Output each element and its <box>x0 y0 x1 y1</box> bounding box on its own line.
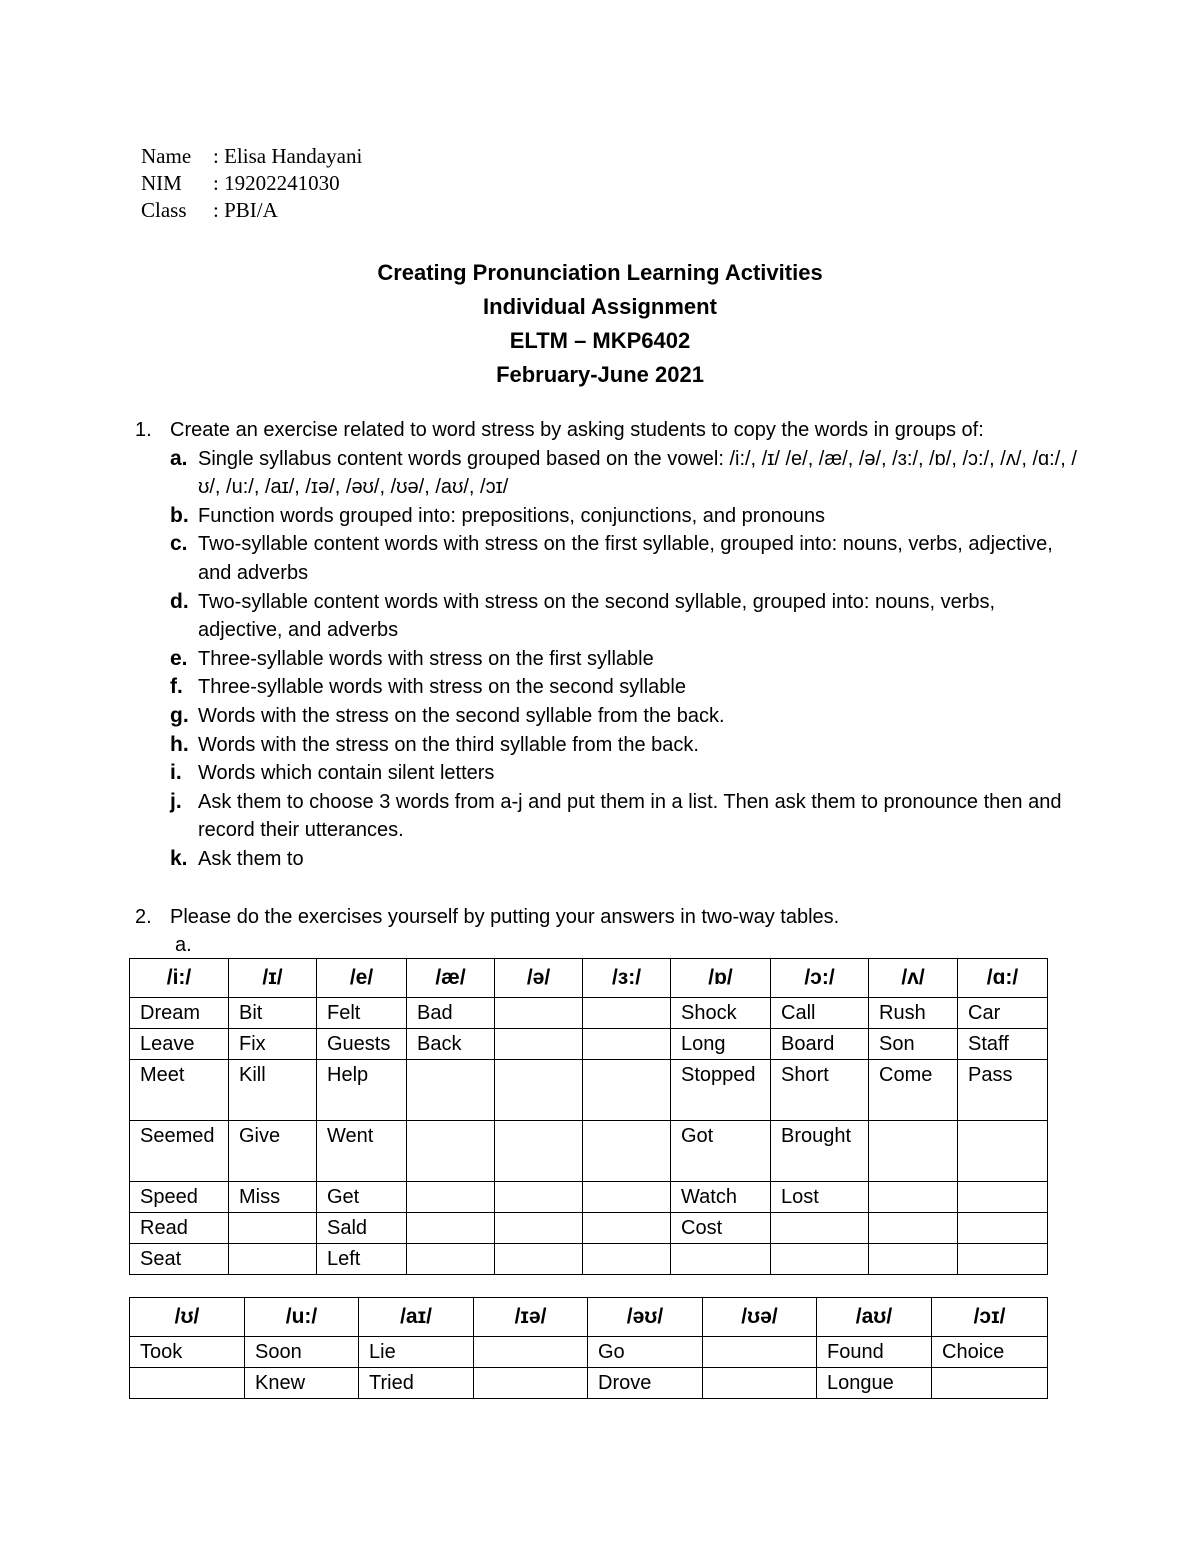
table-cell: Lie <box>359 1337 474 1368</box>
title-line: Creating Pronunciation Learning Activities <box>377 260 823 285</box>
student-info <box>141 143 362 224</box>
table-row <box>130 1029 1048 1060</box>
table-cell <box>703 1337 817 1368</box>
item-letter: d. <box>170 589 189 613</box>
column-header: /ʊ/ <box>130 1298 245 1337</box>
table-cell <box>671 1244 771 1275</box>
table-cell: Stopped <box>671 1060 771 1121</box>
table-cell: Seat <box>130 1244 229 1275</box>
table-cell: Longue <box>817 1368 932 1399</box>
table-cell: Found <box>817 1337 932 1368</box>
table-cell: Get <box>317 1182 407 1213</box>
question-1-item <box>170 702 1085 731</box>
table-cell: Dream <box>130 998 229 1029</box>
table-cell: Went <box>317 1121 407 1182</box>
table-header-row <box>130 1298 1048 1337</box>
table-cell: Come <box>869 1060 958 1121</box>
table-cell <box>932 1368 1048 1399</box>
table-row <box>130 1060 1048 1121</box>
table-cell: Car <box>958 998 1048 1029</box>
table-cell: Back <box>407 1029 495 1060</box>
table-cell <box>583 1121 671 1182</box>
table-cell: Staff <box>958 1029 1048 1060</box>
column-header: /ɒ/ <box>671 959 771 998</box>
nim-value: : 19202241030 <box>213 171 340 195</box>
table-cell: Give <box>229 1121 317 1182</box>
question-1-item <box>170 673 1085 702</box>
table-cell: Cost <box>671 1213 771 1244</box>
table-cell: Read <box>130 1213 229 1244</box>
table-cell: Took <box>130 1337 245 1368</box>
table-cell: Fix <box>229 1029 317 1060</box>
question-number: 1. <box>135 419 152 441</box>
table-cell: Miss <box>229 1182 317 1213</box>
column-header: /ɔɪ/ <box>932 1298 1048 1337</box>
document-title-block <box>0 256 1200 392</box>
column-header: /ɪə/ <box>474 1298 588 1337</box>
item-letter: h. <box>170 732 189 756</box>
item-letter: j. <box>170 789 182 813</box>
table-cell <box>229 1213 317 1244</box>
column-header: /ɑ:/ <box>958 959 1048 998</box>
item-letter: k. <box>170 846 188 870</box>
column-header: /ɜ:/ <box>583 959 671 998</box>
question-1-item <box>170 530 1085 587</box>
table-cell: Watch <box>671 1182 771 1213</box>
nim-row <box>141 170 362 197</box>
table-cell: Meet <box>130 1060 229 1121</box>
name-value: : Elisa Handayani <box>213 144 363 168</box>
item-text: Words with the stress on the third syllable from the back. <box>198 733 699 756</box>
table-cell <box>771 1244 869 1275</box>
item-text: Three-syllable words with stress on the second syllable <box>198 676 686 699</box>
column-header: /ʊə/ <box>703 1298 817 1337</box>
table-cell: Leave <box>130 1029 229 1060</box>
column-header: /ɔ:/ <box>771 959 869 998</box>
table-row <box>130 1182 1048 1213</box>
table-cell: Drove <box>588 1368 703 1399</box>
question-number: 2. <box>135 906 152 928</box>
name-label: Name <box>141 144 192 168</box>
table-cell: Brought <box>771 1121 869 1182</box>
table-cell: Long <box>671 1029 771 1060</box>
table-cell: Sald <box>317 1213 407 1244</box>
sub-label: a. <box>175 934 192 956</box>
question-text: Please do the exercises yourself by putting your answers in two-way tables. <box>170 906 840 928</box>
table-cell <box>869 1182 958 1213</box>
column-header: /ʌ/ <box>869 959 958 998</box>
table-cell: Got <box>671 1121 771 1182</box>
question-1 <box>135 416 1085 874</box>
table-cell: Left <box>317 1244 407 1275</box>
name-row <box>141 143 362 170</box>
table-row <box>130 1337 1048 1368</box>
table-cell <box>583 998 671 1029</box>
question-1-item <box>170 788 1085 845</box>
table-cell: Speed <box>130 1182 229 1213</box>
table-cell: Bit <box>229 998 317 1029</box>
title-line: ELTM – MKP6402 <box>509 328 691 353</box>
table-row <box>130 1244 1048 1275</box>
table-cell <box>583 1182 671 1213</box>
item-text: Function words grouped into: prepositions, conjunctions, and pronouns <box>198 504 826 527</box>
class-value: : PBI/A <box>213 198 278 222</box>
table-cell <box>495 1182 583 1213</box>
item-text: Ask them to <box>198 847 304 870</box>
item-text: Ask them to choose 3 words from a-j and put them in a list. Then ask them to pronounce then and record their utterances. <box>198 790 1062 842</box>
question-1-item <box>170 445 1085 502</box>
nim-label: NIM <box>141 171 182 195</box>
table-cell <box>407 1121 495 1182</box>
table-cell <box>958 1213 1048 1244</box>
item-letter: e. <box>170 646 188 670</box>
column-header: /ɪ/ <box>229 959 317 998</box>
table-cell: Kill <box>229 1060 317 1121</box>
table-cell: Call <box>771 998 869 1029</box>
table-cell: Son <box>869 1029 958 1060</box>
column-header: /æ/ <box>407 959 495 998</box>
class-label: Class <box>141 198 187 222</box>
table-cell: Knew <box>245 1368 359 1399</box>
table-row <box>130 1368 1048 1399</box>
column-header: /aɪ/ <box>359 1298 474 1337</box>
item-letter: g. <box>170 703 189 727</box>
table-cell <box>583 1060 671 1121</box>
table-cell <box>958 1244 1048 1275</box>
item-letter: i. <box>170 761 182 785</box>
question-1-item <box>170 588 1085 645</box>
question-2 <box>135 903 1085 959</box>
table-cell: Pass <box>958 1060 1048 1121</box>
item-text: Two-syllable content words with stress on the first syllable, grouped into: nouns, verbs, adjective, and adverbs <box>198 533 1053 584</box>
table-cell <box>130 1368 245 1399</box>
question-1-item <box>170 645 1085 674</box>
table-cell: Choice <box>932 1337 1048 1368</box>
table-cell: Go <box>588 1337 703 1368</box>
table-row <box>130 1213 1048 1244</box>
table-cell: Bad <box>407 998 495 1029</box>
column-header: /i:/ <box>130 959 229 998</box>
table-cell <box>583 1213 671 1244</box>
item-letter: f. <box>170 675 183 699</box>
item-text: Words which contain silent letters <box>198 762 495 785</box>
table-cell: Tried <box>359 1368 474 1399</box>
table-cell <box>583 1029 671 1060</box>
table-cell <box>495 998 583 1029</box>
table-cell <box>407 1213 495 1244</box>
table-cell <box>229 1244 317 1275</box>
item-letter: a. <box>170 446 188 470</box>
table-cell: Short <box>771 1060 869 1121</box>
table-row <box>130 1121 1048 1182</box>
table-cell <box>869 1121 958 1182</box>
column-header: /aʊ/ <box>817 1298 932 1337</box>
item-letter: c. <box>170 532 188 556</box>
table-cell: Rush <box>869 998 958 1029</box>
table-cell: Help <box>317 1060 407 1121</box>
table-cell: Guests <box>317 1029 407 1060</box>
table-cell <box>703 1368 817 1399</box>
column-header: /e/ <box>317 959 407 998</box>
table-cell <box>495 1060 583 1121</box>
table-cell <box>958 1182 1048 1213</box>
table-cell <box>474 1337 588 1368</box>
question-text: Create an exercise related to word stress by asking students to copy the words in groups of: <box>170 419 984 441</box>
table-cell <box>407 1244 495 1275</box>
table-cell <box>495 1029 583 1060</box>
question-1-item <box>170 845 1085 874</box>
table-cell: Soon <box>245 1337 359 1368</box>
table-cell <box>474 1368 588 1399</box>
table-cell <box>869 1213 958 1244</box>
item-text: Two-syllable content words with stress on the second syllable, grouped into: nouns, verbs, adjective, and adverbs <box>198 590 996 642</box>
table-cell: Felt <box>317 998 407 1029</box>
table-cell <box>495 1213 583 1244</box>
item-text: Words with the stress on the second syllable from the back. <box>198 704 725 727</box>
column-header: /ə/ <box>495 959 583 998</box>
class-row <box>141 197 362 224</box>
title-line: Individual Assignment <box>483 294 717 319</box>
table-cell <box>958 1121 1048 1182</box>
column-header: /u:/ <box>245 1298 359 1337</box>
table-cell <box>583 1244 671 1275</box>
vowel-table-b <box>129 1297 1048 1399</box>
table-cell: Seemed <box>130 1121 229 1182</box>
item-text: Single syllabus content words grouped based on the vowel: /i:/, /ɪ/ /e/, /æ/, /ə/, /ɜ:/, /ɒ/, /ɔ:/, /ʌ/, /ɑ:/, /ʊ/, /u:/, /aɪ/, /ɪə/, /əʊ/, /ʊə/, /aʊ/, /ɔɪ/ <box>198 447 1077 499</box>
table-cell <box>495 1121 583 1182</box>
item-letter: b. <box>170 503 189 527</box>
table-cell: Lost <box>771 1182 869 1213</box>
table-cell <box>869 1244 958 1275</box>
table-cell <box>407 1182 495 1213</box>
vowel-table-a <box>129 958 1048 1275</box>
table-row <box>130 998 1048 1029</box>
table-cell: Board <box>771 1029 869 1060</box>
table-cell <box>495 1244 583 1275</box>
table-cell: Shock <box>671 998 771 1029</box>
question-1-item <box>170 759 1085 788</box>
table-cell <box>407 1060 495 1121</box>
table-cell <box>771 1213 869 1244</box>
column-header: /əʊ/ <box>588 1298 703 1337</box>
table-header-row <box>130 959 1048 998</box>
question-1-item <box>170 502 1085 531</box>
title-line: February-June 2021 <box>496 362 704 387</box>
question-1-items <box>170 445 1085 874</box>
item-text: Three-syllable words with stress on the first syllable <box>198 647 654 670</box>
question-1-item <box>170 731 1085 760</box>
